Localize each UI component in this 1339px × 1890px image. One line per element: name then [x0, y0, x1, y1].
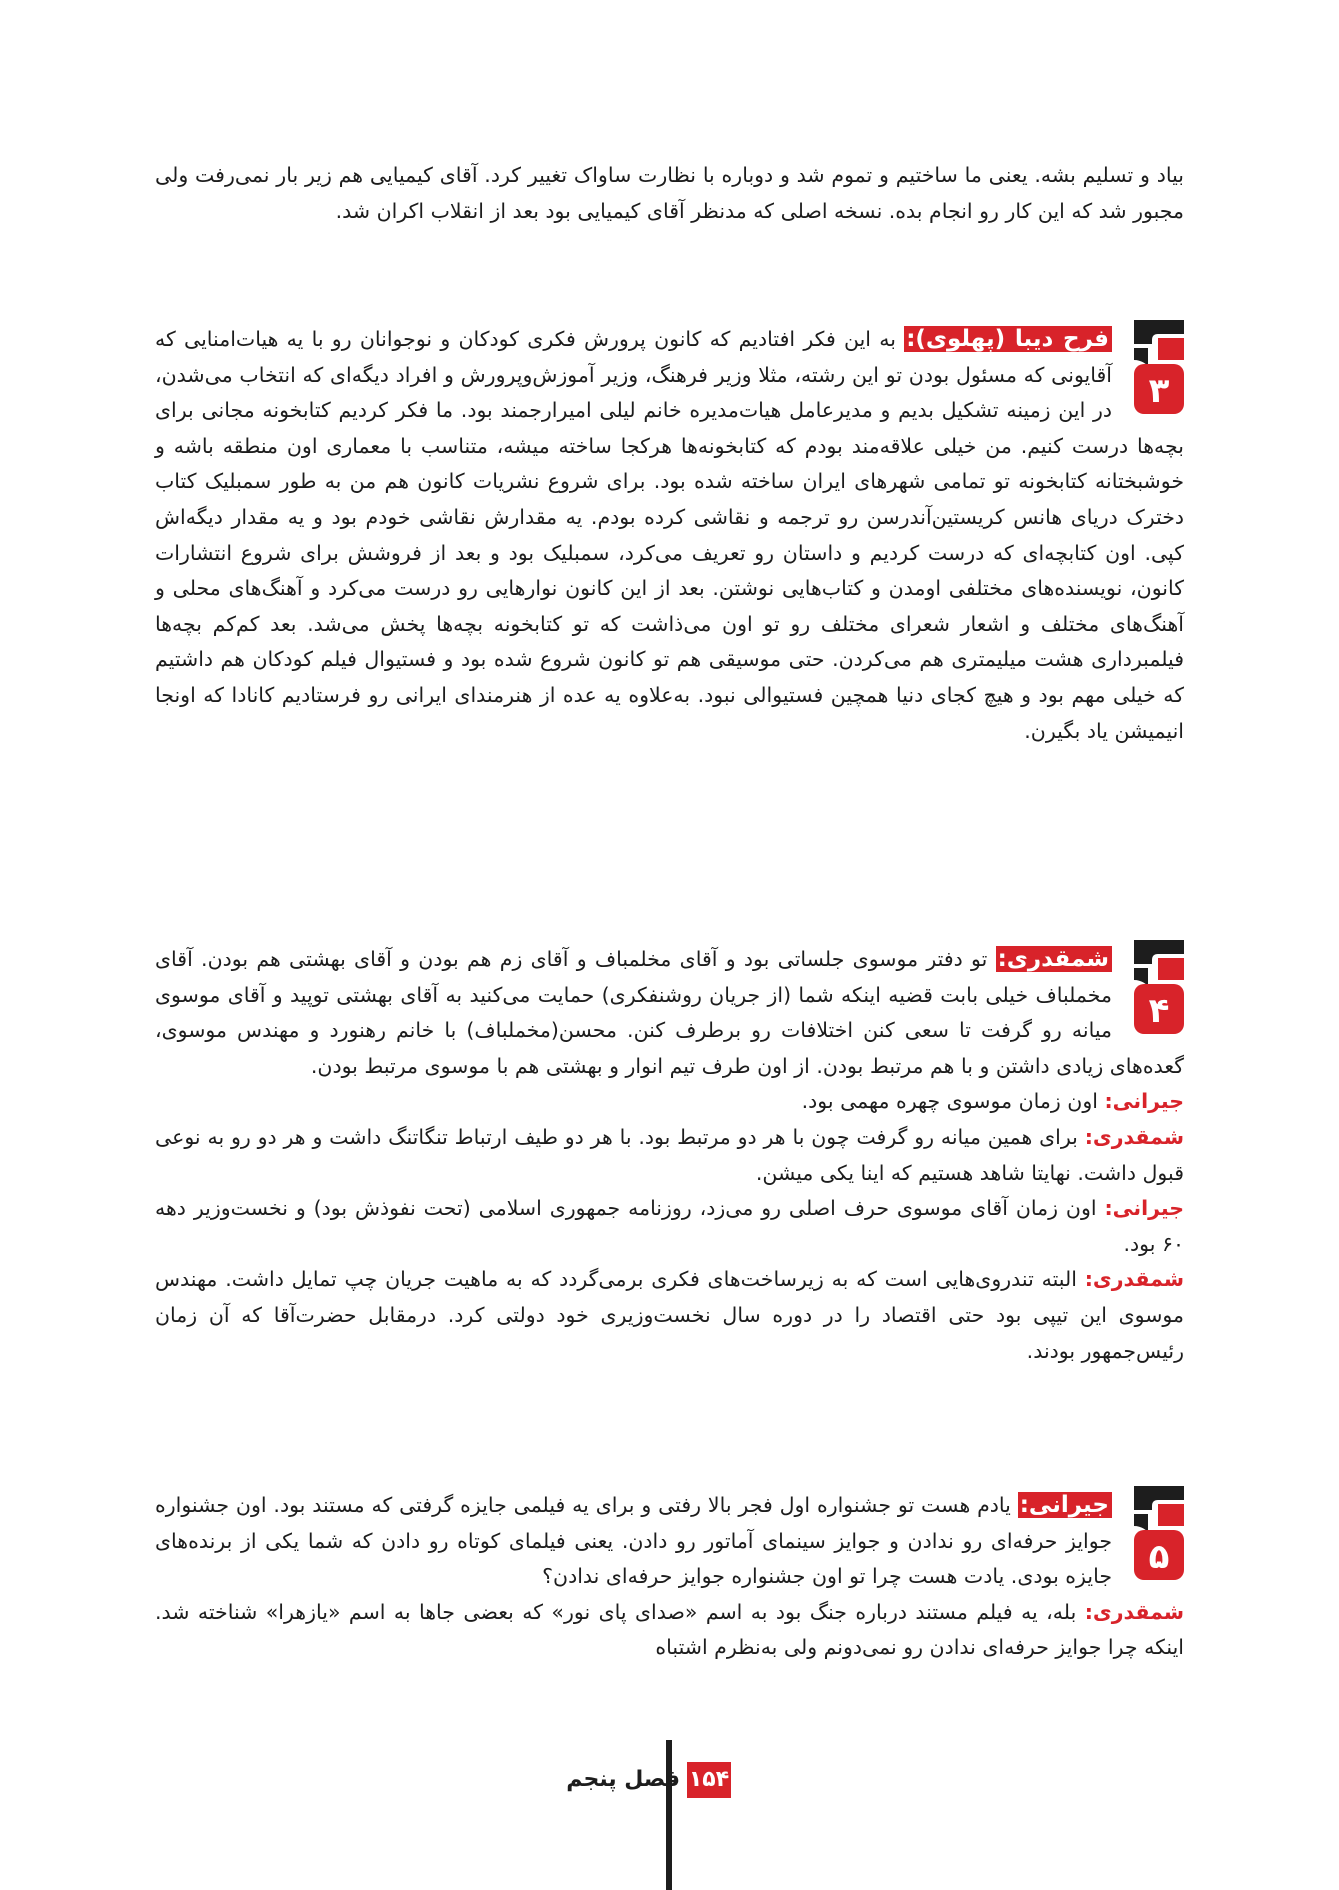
section-5-speaker: جیرانی: — [1018, 1492, 1112, 1518]
section-5 — [155, 1488, 1184, 1666]
section-3-text: به این فکر افتادیم که کانون پرورش فکری کودکان و نوجوانان رو با یه هیات‌امنایی که آقایونی که مسئول بودن تو این رشته، مثلا وزیر فرهنگ، وزیر آموزش‌وپرورش و افراد دیگه‌ای که انتخاب می‌شدن، در این زمینه تشکیل بدیم و مدیرعامل هیات‌مدیره خانم لیلی امیرارجمند بود. ما فکر کردیم کتابخونه مجانی برای بچه‌ها درست کنیم. من خیلی علاقه‌مند بودم که کتابخونه‌ها هرکجا ساخته میشه، متناسب با معماری اون منطقه باشه و خوشبختانه کتابخونه تو تمامی شهرهای ایران ساخته شده بود. برای شروع نشریات کانون هم من به طور سمبلیک کتاب دخترک دریای هانس کریستین‌آندرسن رو ترجمه و نقاشی کرده بودم. یه مقدارش نقاشی خودم بود و یه مقدار دیگه‌اش کپی. اون کتابچه‌ای که درست کردیم و داستان رو تعریف می‌کرد، سمبلیک بود و بعد از فروشش برای شروع انتشارات کانون، نویسنده‌های مختلفی اومدن و کتاب‌هایی نوشتن. بعد از این کانون نوارهایی رو درست می‌کرد و آهنگ‌های محلی و آهنگ‌های مختلف و اشعار شعرای مختلف رو تو اون می‌ذاشت که تو کتابخونه بچه‌ها پخش می‌شد. بعد کم‌کم بچه‌ها فیلمبرداری هشت میلیمتری هم می‌کردن. حتی موسیقی هم تو کانون شروع شده بود و فستیوال فیلم کودکان هم داشتیم که خیلی مهم بود و هیچ کجای دنیا همچین فستیوالی نبود. به‌علاوه یه عده از هنرمندای ایرانی رو فرستادیم کانادا که اونجا انیمیشن یاد بگیرن. — [155, 327, 1184, 743]
section-3-badge — [1128, 320, 1184, 416]
section-3-number: ۳ — [1148, 371, 1170, 411]
section-4 — [155, 942, 1184, 1369]
section-5-number: ۵ — [1148, 1537, 1170, 1577]
page-number: ۱۵۴ — [687, 1762, 731, 1798]
section-4-number: ۴ — [1148, 991, 1170, 1031]
section-4-badge — [1128, 940, 1184, 1036]
section-3-speaker: فرح دیبا (پهلوی): — [904, 326, 1112, 352]
dialogue-line: جیرانی: اون زمان آقای موسوی حرف اصلی رو می‌زد، روزنامه جمهوری اسلامی (تحت نفوذش بود) و نخست‌وزیر دهه ۶۰ بود. — [155, 1196, 1184, 1256]
dialogue-line: شمقدری: بله، یه فیلم مستند درباره جنگ بود به اسم «صدای پای نور» که بعضی جاها به اسم «یازهرا» شناخته شد. اینکه چرا جوایز حرفه‌ای ندادن رو نمی‌دونم ولی به‌نظرم اشتباه — [155, 1599, 1184, 1660]
dialogue-line: شمقدری: البته تندروی‌هایی است که به زیرساخت‌های فکری برمی‌گردد که به ماهیت جریان چپ تمایل داشت. مهندس موسوی این تیپی بود حتی اقتصاد را در دوره سال نخست‌وزیری خود دولتی کرد. درمقابل حضرت‌آقا که آن زمان رئیس‌جمهور بودند. — [155, 1267, 1184, 1363]
dialogue-line: جیرانی: اون زمان موسوی چهره مهمی بود. — [801, 1089, 1184, 1114]
section-4-text: تو دفتر موسوی جلساتی بود و آقای مخلمباف و آقای زم هم بودن و آقای بهشتی هم بودن. آقای مخملباف خیلی بابت قضیه اینکه شما (از جریان روشنفکری) حمایت می‌کنید به آقای بهشتی توپید و آقای موسوی میانه رو گرفت تا سعی کنن اختلافات رو برطرف کنن. محسن(مخملباف) با خانم رهنورد و مهندس موسوی، گعده‌های زیادی داشتن و با هم مرتبط بودن. از اون طرف تیم انوار و بهشتی هم با موسوی مرتبط بودن. — [155, 947, 1184, 1078]
section-4-speaker: شمقدری: — [996, 946, 1112, 972]
intro-text: بیاد و تسلیم بشه. یعنی ما ساختیم و تموم شد و دوباره با نظارت ساواک تغییر کرد. آقای کیمیایی هم زیر بار نمی‌رفت ولی مجبور شد که این کار رو انجام بده. نسخه اصلی که مدنظر آقای کیمیایی بود بعد از انقلاب اکران شد. — [155, 163, 1184, 223]
intro-paragraph — [155, 158, 1184, 229]
chapter-title: فصل پنجم — [566, 1767, 680, 1792]
section-3 — [155, 322, 1184, 749]
section-5-badge — [1128, 1486, 1184, 1582]
dialogue-line: شمقدری: برای همین میانه رو گرفت چون با هر دو مرتبط بود. با هر دو طیف ارتباط تنگاتنگ داشت و هر دو رو به نوعی قبول داشت. نهایتا شاهد هستیم که اینا یکی میشن. — [155, 1124, 1184, 1185]
section-5-text: یادم هست تو جشنواره اول فجر بالا رفتی و برای یه فیلمی جایزه گرفتی که مستند بود. اون جشنواره جوایز حرفه‌ای رو ندادن و جوایز سینمای آماتور رو دادن. یعنی فیلمای کوتاه رو دادن که شما یکی از برنده‌های جایزه بودی. یادت هست چرا تو اون جشنواره جوایز حرفه‌ای ندادن؟ — [155, 1493, 1112, 1589]
